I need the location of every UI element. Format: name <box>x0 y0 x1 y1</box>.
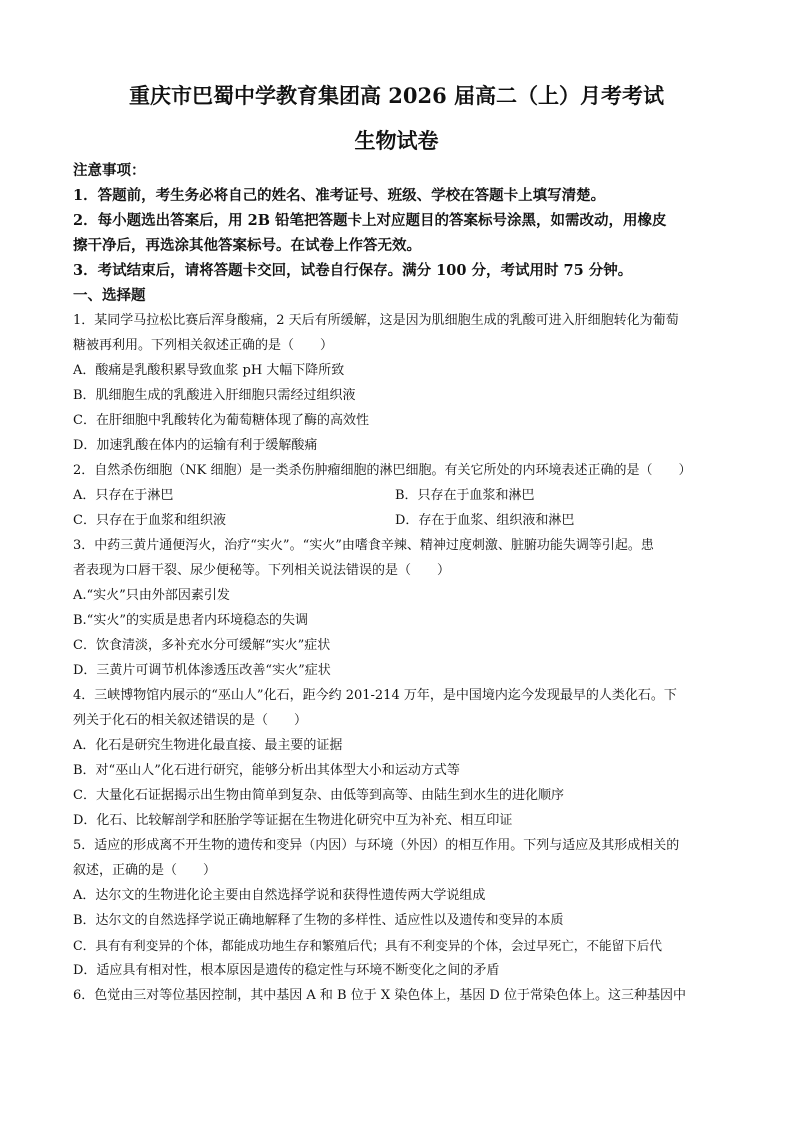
q5-option-a: A．达尔文的生物进化论主要由自然选择学说和获得性遗传两大学说组成 <box>73 888 486 903</box>
notice-item-1: 1．答题前，考生务必将自己的姓名、准考证号、班级、学校在答题卡上填写清楚。 <box>73 187 606 204</box>
q4-option-a: A．化石是研究生物进化最直接、最主要的证据 <box>73 738 343 753</box>
q4-option-d: D．化石、比较解剖学和胚胎学等证据在生物进化研究中互为补充、相互印证 <box>73 813 513 828</box>
notice-item-2: 2．每小题选出答案后，用 2B 铅笔把答题卡上对应题目的答案标号涂黑，如需改动，用橡皮 <box>73 212 667 229</box>
q2-option-d: D．存在于血浆、组织液和淋巴 <box>395 513 575 528</box>
q4-option-b: B．对“巫山人”化石进行研究，能够分析出其体型大小和运动方式等 <box>73 763 460 778</box>
q6-stem-line-1: 6．色觉由三对等位基因控制，其中基因 A 和 B 位于 X 染色体上，基因 D 位于常染色体上。这三种基因中 <box>73 988 686 1003</box>
notice-item-3: 3．考试结束后，请将答题卡交回，试卷自行保存。满分 100 分，考试用时 75 分钟。 <box>73 262 633 279</box>
q3-option-b: B.“实火”的实质是患者内环境稳态的失调 <box>73 613 308 628</box>
q3-option-c: C．饮食清淡，多补充水分可缓解“实火”症状 <box>73 638 331 653</box>
q1-option-c: C．在肝细胞中乳酸转化为葡萄糖体现了酶的高效性 <box>73 413 369 428</box>
q1-option-a: A．酸痛是乳酸积累导致血浆 pH 大幅下降所致 <box>73 363 345 378</box>
q5-stem-line-2: 叙述，正确的是（ ） <box>73 863 217 878</box>
q5-stem-line-1: 5．适应的形成离不开生物的遗传和变异（内因）与环境（外因）的相互作用。下列与适应及其形成相关的 <box>73 838 680 853</box>
section-heading: 一、选择题 <box>73 287 146 304</box>
q3-stem-line-1: 3．中药三黄片通便泻火，治疗“实火”。“实火”由嗜食辛辣、精神过度刺激、脏腑功能失调等引起。患 <box>73 538 654 553</box>
q2-option-c: C．只存在于血浆和组织液 <box>73 513 226 528</box>
q4-option-c: C．大量化石证据揭示出生物由简单到复杂、由低等到高等、由陆生到水生的进化顺序 <box>73 788 564 803</box>
q2-stem-line-1: 2．自然杀伤细胞（NK 细胞）是一类杀伤肿瘤细胞的淋巴细胞。有关它所处的内环境表述正确的是（ ） <box>73 463 692 478</box>
notice-heading: 注意事项： <box>73 162 146 179</box>
exam-subtitle: 生物试卷 <box>354 128 439 153</box>
q5-option-c: C．具有有利变异的个体，都能成功地生存和繁殖后代；具有不利变异的个体，会过早死亡，不能留下后代 <box>73 938 662 953</box>
q2-option-a: A．只存在于淋巴 <box>73 488 174 503</box>
q4-stem-line-1: 4．三峡博物馆内展示的“巫山人”化石，距今约 201-214 万年，是中国境内迄今发现最早的人类化石。下 <box>73 688 677 703</box>
q3-option-d: D．三黄片可调节机体渗透压改善“实火”症状 <box>73 663 331 678</box>
q1-stem-line-2: 糖被再利用。下列相关叙述正确的是（ ） <box>73 338 334 353</box>
q4-stem-line-2: 列关于化石的相关叙述错误的是（ ） <box>73 713 308 728</box>
exam-title: 重庆市巴蜀中学教育集团高 2026 届高二（上）月考考试 <box>128 83 665 108</box>
q1-option-b: B．肌细胞生成的乳酸进入肝细胞只需经过组织液 <box>73 388 356 403</box>
q3-stem-line-2: 者表现为口唇干裂、尿少便秘等。下列相关说法错误的是（ ） <box>73 563 451 578</box>
notice-item-2-cont: 擦干净后，再选涂其他答案标号。在试卷上作答无效。 <box>73 237 421 254</box>
q5-option-b: B．达尔文的自然选择学说正确地解释了生物的多样性、适应性以及遗传和变异的本质 <box>73 913 564 928</box>
q3-option-a: A.“实火”只由外部因素引发 <box>73 588 230 603</box>
q1-stem-line-1: 1．某同学马拉松比赛后浑身酸痛，2 天后有所缓解，这是因为肌细胞生成的乳酸可进入肝细胞转化为葡萄 <box>73 313 679 328</box>
q1-option-d: D．加速乳酸在体内的运输有利于缓解酸痛 <box>73 438 318 453</box>
q2-option-b: B．只存在于血浆和淋巴 <box>395 488 535 503</box>
q5-option-d: D．适应具有相对性，根本原因是遗传的稳定性与环境不断变化之间的矛盾 <box>73 963 500 978</box>
